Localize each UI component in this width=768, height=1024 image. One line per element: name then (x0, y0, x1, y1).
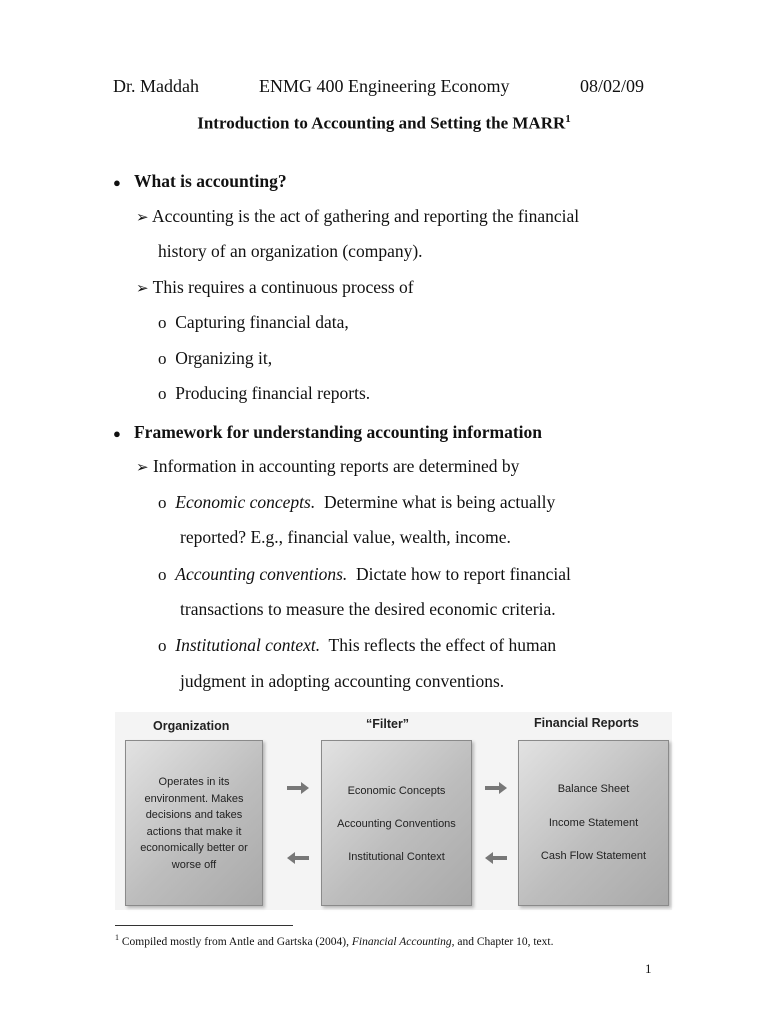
list-item: o Producing financial reports. (158, 383, 371, 403)
filter-box (321, 740, 472, 906)
header-author: Dr. Maddah (113, 76, 199, 96)
left-arrow-icon (485, 852, 507, 864)
section1-arrow1-line2: history of an organization (company). (158, 241, 423, 261)
section1-arrow1 (136, 206, 579, 227)
document-title (0, 113, 768, 134)
list-item: o Economic concepts. Determine what is being actually (158, 492, 556, 512)
section1-heading: What is accounting? (133, 171, 287, 191)
arrow-bullet-icon: ➢ (136, 460, 149, 476)
section2-arrow1-text: Information in accounting reports are determined by (152, 456, 520, 476)
header-course: ENMG 400 Engineering Economy (259, 76, 510, 96)
bullet-icon: ● (113, 426, 121, 441)
financial-reports-box (518, 740, 669, 906)
section1-arrow2 (136, 277, 414, 298)
section1-heading-line (113, 171, 287, 192)
report-item: Cash Flow Statement (540, 850, 647, 862)
circle-bullet-icon: o (158, 565, 167, 584)
list-item: o Capturing financial data, (158, 312, 349, 332)
header-date: 08/02/09 (580, 76, 645, 96)
list-item-continuation: judgment in adopting accounting conventions. (180, 671, 505, 691)
filter-item: Institutional Context (348, 851, 445, 863)
list-item-continuation: reported? E.g., financial value, wealth, income. (180, 527, 511, 547)
section2-heading: Framework for understanding accounting information (133, 422, 542, 442)
filter-item: Economic Concepts (347, 785, 446, 797)
figure-filter-title: “Filter” (366, 717, 410, 731)
right-arrow-icon (485, 782, 507, 794)
section1-arrow2-text: This requires a continuous process of (152, 277, 414, 297)
circle-bullet-icon: o (158, 349, 167, 368)
circle-bullet-icon: o (158, 636, 167, 655)
circle-bullet-icon: o (158, 384, 167, 403)
bullet-icon: ● (113, 175, 121, 190)
section2-heading-line (113, 422, 542, 443)
report-item: Income Statement (548, 817, 639, 829)
figure-organization-title: Organization (153, 719, 230, 733)
arrow-bullet-icon: ➢ (136, 281, 149, 297)
circle-bullet-icon: o (158, 313, 167, 332)
organization-description: Operates in its environment. Makes decisions and takes actions that make it economically better or worse off (140, 776, 248, 871)
list-item: o Accounting conventions. Dictate how to report financial (158, 564, 571, 584)
circle-bullet-icon: o (158, 493, 167, 512)
filter-item: Accounting Conventions (337, 818, 456, 830)
section1-arrow1-text: Accounting is the act of gathering and reporting the financial (152, 206, 580, 226)
report-item: Balance Sheet (557, 783, 630, 795)
list-item: o Institutional context. This reflects the effect of human (158, 635, 557, 655)
left-arrow-icon (287, 852, 309, 864)
title-text: Introduction to Accounting and Setting the MARR (197, 113, 566, 133)
right-arrow-icon (287, 782, 309, 794)
footnote-separator (115, 925, 293, 926)
page-number: 1 (645, 961, 652, 976)
organization-box (125, 740, 263, 906)
footnote-book-title: Financial Accounting (351, 935, 452, 948)
section2-arrow1 (136, 456, 519, 477)
title-footnote-ref: 1 (565, 113, 571, 125)
list-item-continuation: transactions to measure the desired economic criteria. (180, 599, 556, 619)
footnote-marker: 1 (115, 933, 119, 942)
accounting-framework-figure (115, 712, 672, 910)
arrow-bullet-icon: ➢ (136, 210, 149, 226)
footnote: $^1$ Compiled mostly from Antle and Gartska (2004), Financial Accounting, and Chapter 10, text. (115, 933, 554, 948)
figure-reports-title: Financial Reports (534, 716, 639, 730)
list-item: o Organizing it, (158, 348, 273, 368)
